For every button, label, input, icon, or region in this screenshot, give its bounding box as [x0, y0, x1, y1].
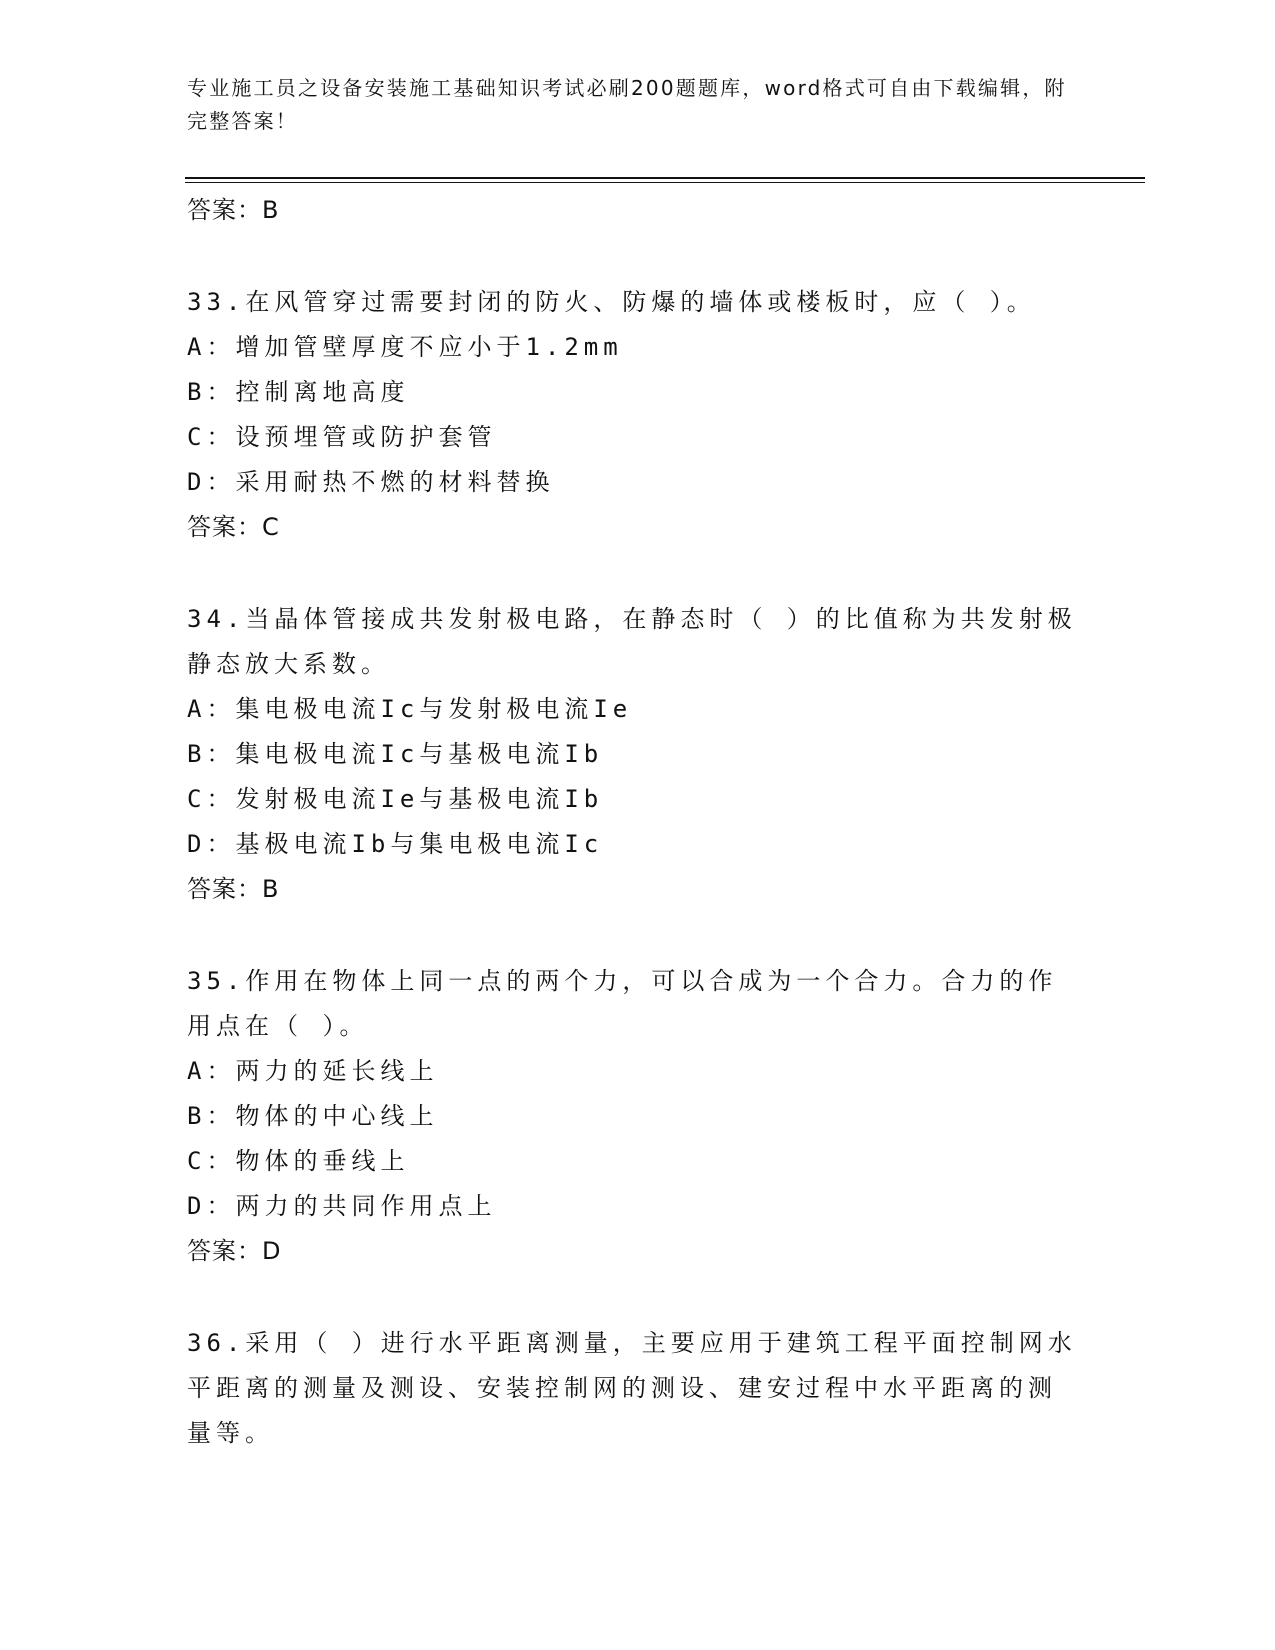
option-c: C：设预埋管或防护套管: [187, 423, 497, 451]
document-header: 专业施工员之设备安装施工基础知识考试必刷200题题库，word格式可自由下载编辑，附完整答案！: [187, 76, 1067, 133]
option-c: C：发射极电流Ie与基极电流Ib: [187, 785, 604, 813]
option-d: D：基极电流Ib与集电极电流Ic: [187, 830, 604, 858]
answer-line: 答案：B: [187, 875, 280, 903]
answer-line: 答案：D: [187, 1237, 282, 1265]
question-33: [187, 280, 1077, 550]
option-b: B：控制离地高度: [187, 378, 410, 406]
question-36: [187, 1321, 1077, 1456]
question-text: 33.在风管穿过需要封闭的防火、防爆的墙体或楼板时，应（ ）。: [187, 288, 1036, 316]
option-a: A：两力的延长线上: [187, 1057, 439, 1085]
question-text: 34.当晶体管接成共发射极电路，在静态时（ ）的比值称为共发射极静态放大系数。: [187, 605, 1077, 678]
option-c: C：物体的垂线上: [187, 1147, 410, 1175]
question-34: [187, 597, 1077, 912]
previous-answer: 答案：B: [187, 196, 280, 224]
header-divider-thick: [185, 177, 1145, 179]
answer-line: 答案：C: [187, 513, 280, 541]
option-d: D：采用耐热不燃的材料替换: [187, 468, 555, 496]
header-divider-thin: [185, 182, 1145, 183]
question-text: 35.作用在物体上同一点的两个力，可以合成为一个合力。合力的作用点在（ ）。: [187, 967, 1058, 1040]
option-b: B：集电极电流Ic与基极电流Ib: [187, 740, 604, 768]
option-b: B：物体的中心线上: [187, 1102, 439, 1130]
question-35: [187, 959, 1077, 1274]
option-a: A：集电极电流Ic与发射极电流Ie: [187, 695, 633, 723]
content-area: [187, 188, 1077, 1456]
question-text: 36.采用（ ）进行水平距离测量，主要应用于建筑工程平面控制网水平距离的测量及测设、安装控制网的测设、建安过程中水平距离的测量等。: [187, 1329, 1077, 1447]
option-d: D：两力的共同作用点上: [187, 1192, 497, 1220]
option-a: A：增加管壁厚度不应小于1.2mm: [187, 333, 623, 361]
